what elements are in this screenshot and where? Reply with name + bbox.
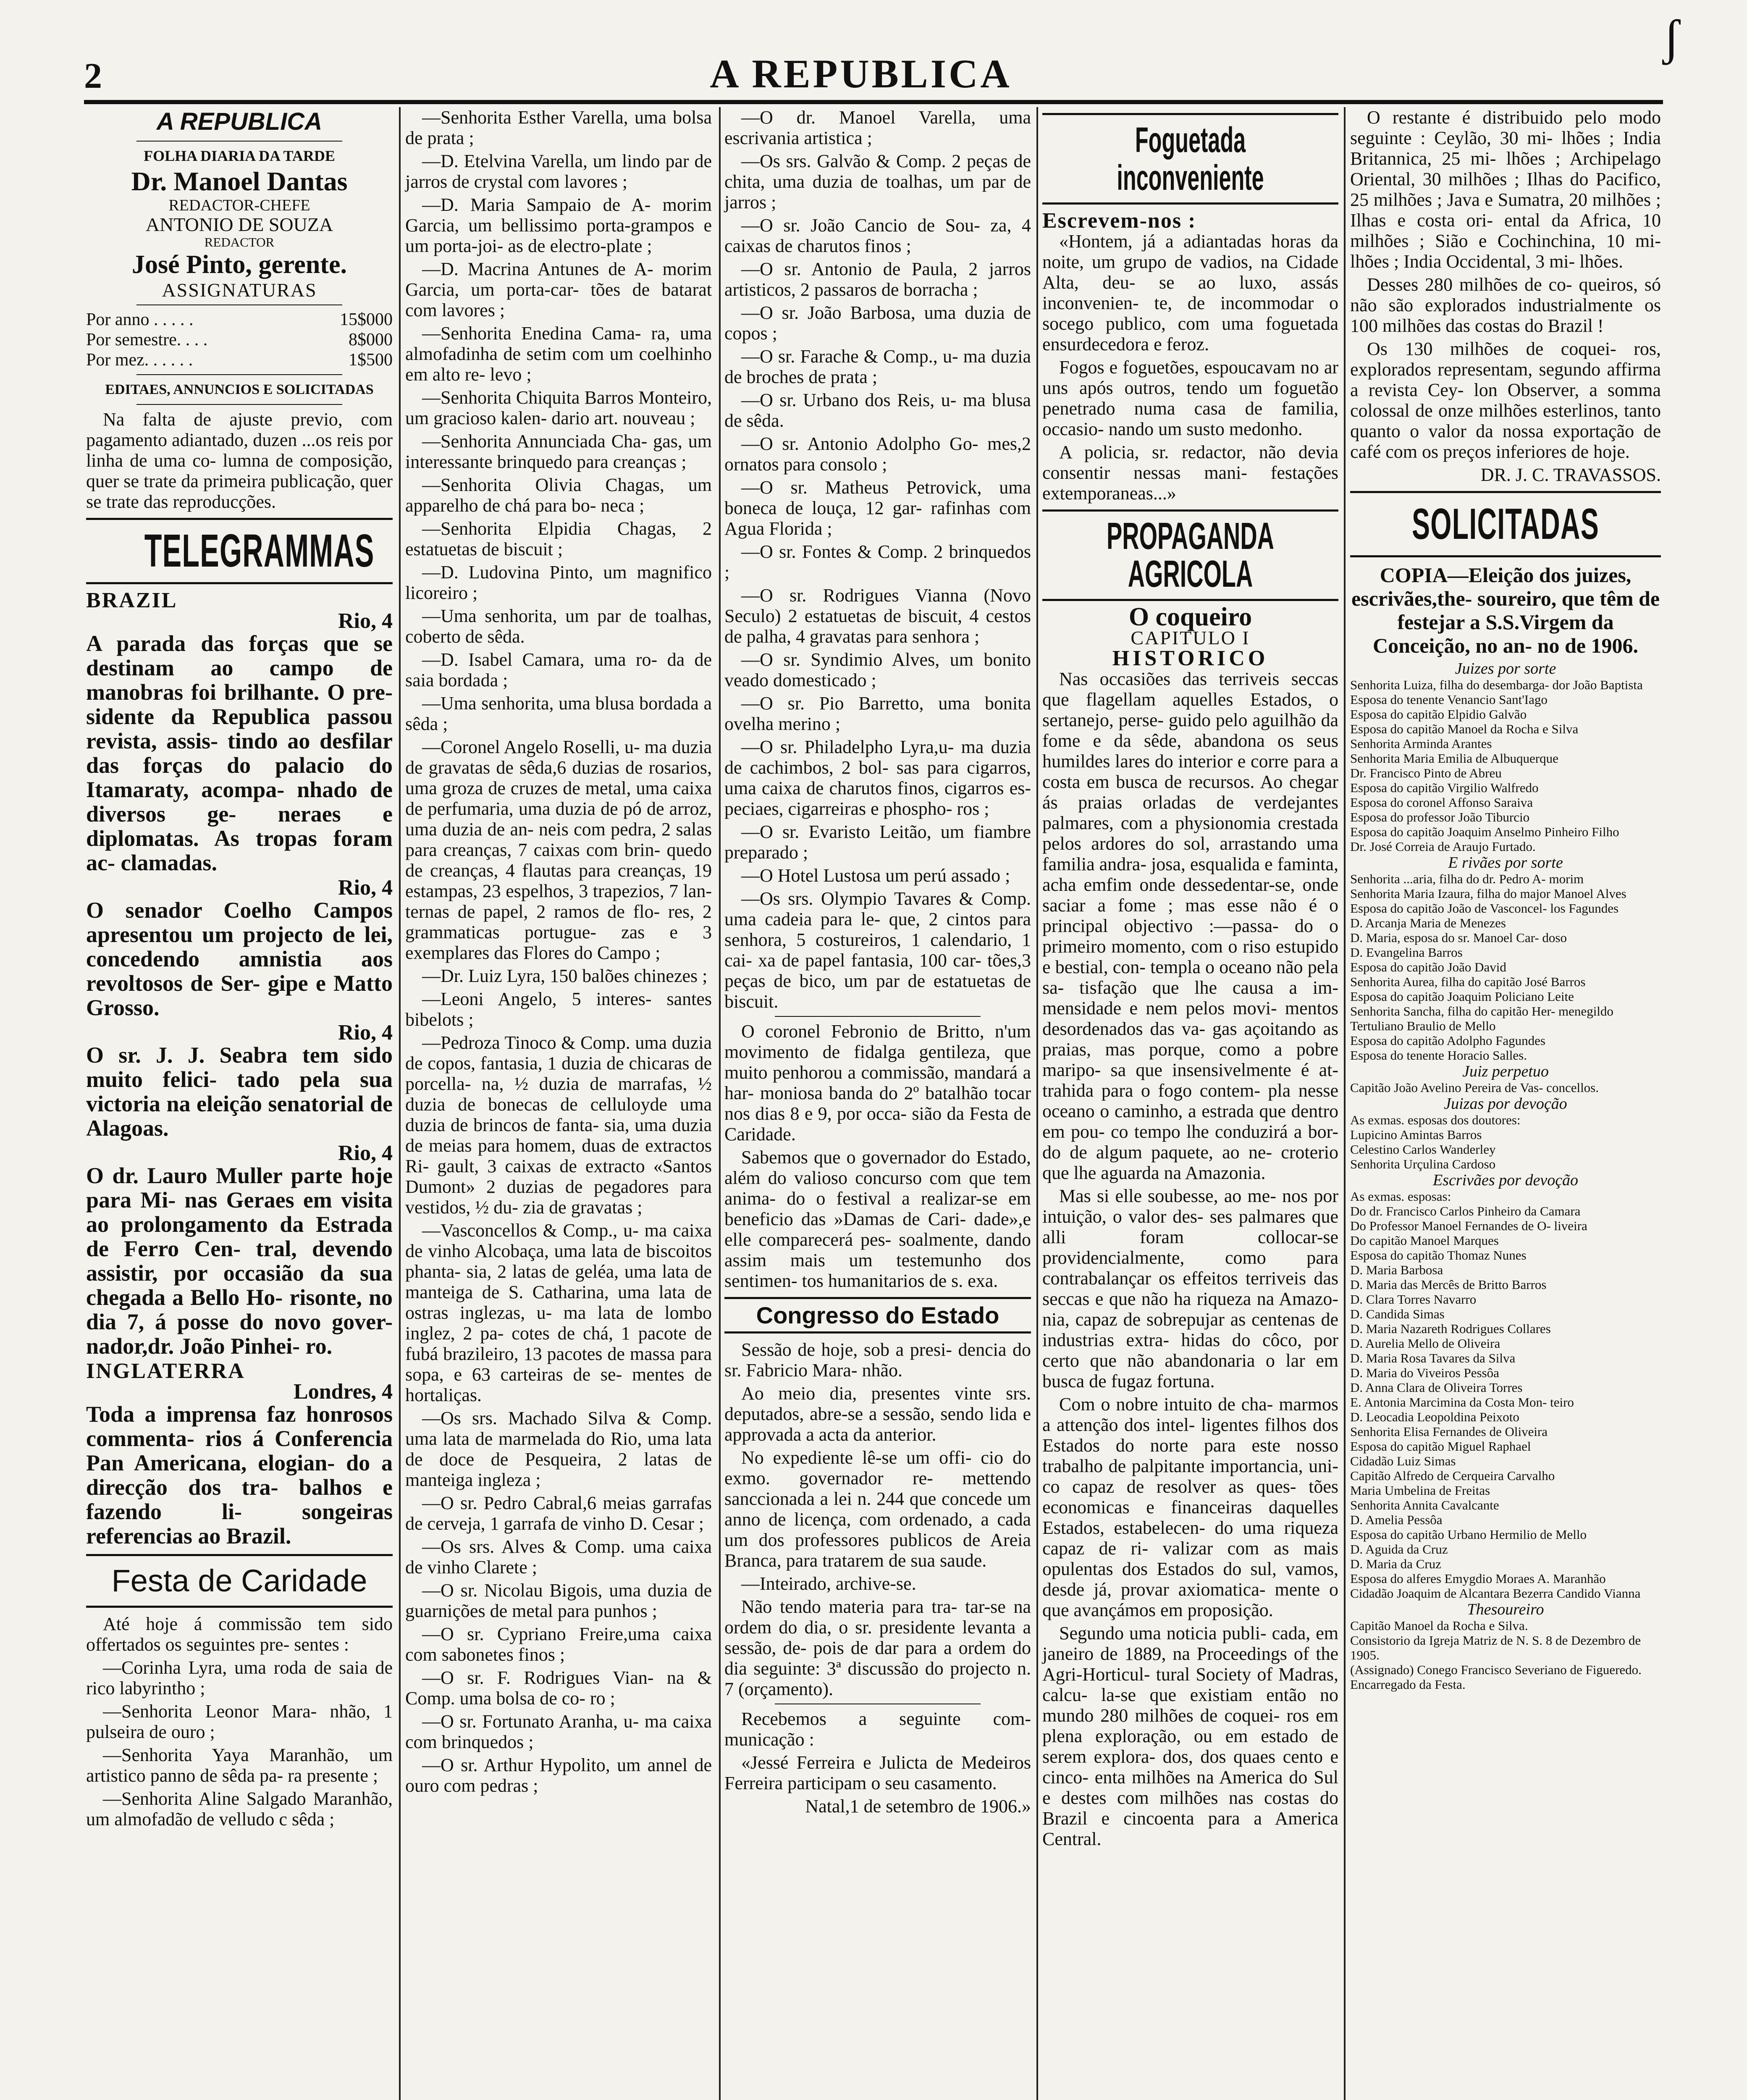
list-item: D. Maria das Mercês de Britto Barros	[1350, 1277, 1547, 1292]
section-heading-telegrams: TELEGRAMMAS	[144, 525, 375, 577]
encarregado-note: Encarregado da Festa.	[1350, 1677, 1466, 1692]
list-item: Do capitão Manoel Marques	[1350, 1233, 1499, 1248]
column-divider	[1036, 107, 1038, 2100]
list-item: Senhorita Aurea, filha do capitão José Barros	[1350, 974, 1586, 989]
paragraph: Sabemos que o governador do Estado, além do valioso concurso com que tem anima- do o festival a realizar-se em beneficio das »Damas de Cari- dade»,e elle comparecerá pes- soalmente, dando assim mais um testemunho dos sentimen- tos humanitarios de s. exa.	[724, 1147, 1031, 1291]
column-3	[724, 107, 1031, 1819]
paragraph: —Inteirado, archive-se.	[741, 1573, 916, 1594]
list-item: —Os srs. Alves & Comp. uma caixa de vinho Clarete ;	[405, 1536, 712, 1578]
telegram-dateline: Londres, 4	[294, 1380, 393, 1404]
list-item: —Os srs. Machado Silva & Comp. uma lata de marmelada do Rio, uma lata de doce de Pesqueira, 2 latas de manteiga ingleza ;	[405, 1408, 712, 1490]
divider	[1042, 599, 1338, 601]
chapter-label: CAPITULO I	[1131, 627, 1250, 648]
list-heading: Juiz perpetuo	[1462, 1063, 1549, 1080]
list-item: As exmas. esposas dos doutores:	[1350, 1113, 1521, 1127]
list-item: Senhorita ...aria, filha do dr. Pedro A- morim	[1350, 872, 1584, 886]
list-item: —Dr. Luiz Lyra, 150 balões chinezes ;	[422, 966, 708, 986]
paragraph: Os 130 milhões de coquei- ros, explorados representam, segundo affirma a revista Cey- lon Observer, a somma colossal de onze milhões esterlinos, tanto quanto o valor da nossa exportação de café com os preços inferiores de hoje.	[1350, 339, 1661, 462]
masthead-box-title: A REPUBLICA	[156, 108, 323, 135]
list-item: —D. Etelvina Varella, um lindo par de jarros de crystal com lavores ;	[405, 151, 712, 192]
column-5	[1350, 107, 1661, 1692]
margin-scribble: ʃ	[1663, 9, 1680, 65]
list-item: —O sr. Syndimio Alves, um bonito veado domesticado ;	[724, 649, 1031, 690]
list-item: Capitão João Avelino Pereira de Vas- concellos.	[1350, 1080, 1599, 1095]
divider	[136, 374, 342, 375]
list-item: —O sr. Fortunato Aranha, u- ma caixa com brinquedos ;	[405, 1711, 712, 1752]
subscriptions-heading: ASSIGNATURAS	[162, 279, 317, 301]
list-item: Celestino Carlos Wanderley	[1350, 1142, 1496, 1157]
column-4	[1042, 107, 1338, 1852]
section-heading-solicitadas: SOLICITADAS	[1412, 500, 1599, 549]
divider	[86, 518, 393, 520]
telegram-dateline: Rio, 4	[338, 609, 393, 633]
list-item: D. Maria do Viveiros Pessôa	[1350, 1365, 1499, 1380]
subscription-row: Por anno . . . . . 15$000	[86, 310, 393, 329]
list-item: —Leoni Angelo, 5 interes- santes bibelots ;	[405, 989, 712, 1030]
list-item: Senhorita Elisa Fernandes de Oliveira	[1350, 1424, 1548, 1439]
escrevem-label: Escrevem-nos :	[1042, 209, 1196, 233]
list-item: D. Maria Nazareth Rodrigues Collares	[1350, 1321, 1551, 1336]
page-title: A REPUBLICA	[710, 51, 1012, 96]
telegram-text: O sr. J. J. Seabra tem sido muito felici- tado pela sua victoria na eleição senatorial de Alagoas.	[86, 1042, 393, 1141]
list-item: —Senhorita Yaya Maranhão, um artistico panno de sêda pa- ra presente ;	[86, 1745, 393, 1786]
list-item: —O sr. Pio Barretto, uma bonita ovelha merino ;	[724, 693, 1031, 734]
list-item: Senhorita Arminda Arantes	[1350, 736, 1492, 751]
list-item: Senhorita Annita Cavalcante	[1350, 1498, 1499, 1512]
list-item: D. Maria, esposa do sr. Manoel Car- doso	[1350, 930, 1567, 945]
paragraph: Recebemos a seguinte com- municação :	[724, 1709, 1031, 1750]
divider	[1042, 113, 1338, 115]
list-item: Esposa do capitão Virgilio Walfredo	[1350, 780, 1539, 795]
list-item: Cidadão Joaquim de Alcantara Bezerra Candido Vianna	[1350, 1586, 1641, 1601]
paragraph: «Hontem, já a adiantadas horas da noite, um grupo de vadios, na Cidade Alta, deu- se ao luxo, assás inconvenien- te, de incommodar o socego publico, com uma foguetada ensurdecedora e feroz.	[1042, 231, 1338, 354]
column-2	[405, 107, 712, 1798]
list-item: Dr. Francisco Pinto de Abreu	[1350, 766, 1502, 780]
list-item: Esposa do tenente Horacio Salles.	[1350, 1048, 1527, 1063]
list-item: Do Professor Manoel Fernandes de O- liveira	[1350, 1218, 1587, 1233]
juizas-devocao-list	[1350, 1113, 1661, 1171]
list-item: As exmas. esposas:	[1350, 1189, 1451, 1204]
list-item: —O sr. Pedro Cabral,6 meias garrafas de cerveja, 1 garrafa de vinho D. Cesar ;	[405, 1493, 712, 1534]
list-item: Capitão Alfredo de Cerqueira Carvalho	[1350, 1468, 1555, 1483]
section-heading-propaganda: PROPAGANDA AGRICOLA	[1107, 515, 1274, 595]
chief-editor: Dr. Manoel Dantas	[131, 166, 348, 196]
list-item: D. Maria Rosa Tavares da Silva	[1350, 1351, 1516, 1365]
telegram-country: INGLATERRA	[86, 1359, 245, 1383]
divider	[1042, 202, 1338, 205]
dateline: Natal,1 de setembro de 1906.»	[805, 1796, 1031, 1816]
list-item: Capitão Manoel da Rocha e Silva.	[1350, 1618, 1528, 1633]
paragraph: Mas si elle soubesse, ao me- nos por intuição, o valor des- ses palmares que alli foram collocar-se providencialmente, como para contrabalançar os effeitos terriveis das seccas e que não ha riqueza na Amazo- nia, capaz de sobrepujar as centenas de industrias extra- hidas do côco, por certo que não abandonaria o lar em busca de fugaz fortuna.	[1042, 1186, 1338, 1391]
list-item: Senhorita Maria Emilia de Albuquerque	[1350, 751, 1558, 766]
paragraph: O coronel Febronio de Britto, n'um movimento de fidalga gentileza, que muito penhorou a commissão, mandará a har- moniosa banda do 2º batalhão tocar nos dias 8 e 9, por occa- sião da Festa de Caridade.	[724, 1021, 1031, 1144]
list-item: —O sr. Cypriano Freire,uma caixa com sabonetes finos ;	[405, 1624, 712, 1665]
list-item: D. Clara Torres Navarro	[1350, 1292, 1477, 1307]
list-item: Esposa do tenente Venancio Sant'Iago	[1350, 692, 1548, 707]
telegram-text: A parada das forças que se destinam ao campo de manobras foi brilhante. O pre- sidente da Republica passou revista, assis- tindo ao desfilar das forças do palacio do Itamaraty, acompa- nhado de diversos ge- neraes e diplomatas. As tropas foram ac- clamadas.	[86, 631, 393, 875]
telegram-country: BRAZIL	[86, 588, 178, 612]
list-item: Esposa do capitão Elpidio Galvão	[1350, 707, 1527, 722]
juizes-sorte-list	[1350, 677, 1661, 854]
column-1	[86, 107, 393, 1832]
divider	[136, 304, 342, 305]
chief-editor-role: REDACTOR-CHEFE	[168, 197, 310, 214]
list-item: —O sr. Farache & Comp., u- ma duzia de broches de prata ;	[724, 346, 1031, 387]
article-title: O coqueiro	[1128, 603, 1252, 631]
page-number: 2	[84, 55, 102, 96]
list-heading: Thesoureiro	[1467, 1601, 1544, 1618]
telegram-text: Toda a imprensa faz honrosos commenta- rios á Conferencia Pan Americana, elogian- do a direcção dos tra- balhos e fazendo li- songeiras referencias ao Brazil.	[86, 1402, 393, 1549]
list-item: D. Maria da Cruz	[1350, 1557, 1441, 1571]
list-item: Senhorita Maria Izaura, filha do major Manoel Alves	[1350, 886, 1626, 901]
list-item: D. Aurelia Mello de Oliveira	[1350, 1336, 1500, 1351]
telegram-dateline: Rio, 4	[338, 1141, 393, 1165]
list-item: —Uma senhorita, um par de toalhas, coberto de sêda.	[405, 606, 712, 647]
list-item: —D. Isabel Camara, uma ro- da de saia bordada ;	[405, 649, 712, 690]
divider	[1350, 555, 1661, 557]
section-heading-foguetada: Foguetada inconveniente	[1117, 120, 1264, 197]
list-item: Esposa do capitão João de Vasconcel- los Fagundes	[1350, 901, 1619, 916]
consistorio-note: Consistorio da Igreja Matriz de N. S. 8 de Dezembro de 1905.	[1350, 1633, 1641, 1662]
divider	[86, 1606, 393, 1608]
list-item: D. Amelia Pessôa	[1350, 1512, 1443, 1527]
list-item: Dr. José Correia de Araujo Furtado.	[1350, 839, 1536, 854]
escrivaes-devocao-list	[1350, 1189, 1661, 1601]
paragraph: Desses 280 milhões de co- queiros, só não são explorados industrialmente os 100 milhões das costas do Brazil !	[1350, 274, 1661, 336]
paragraph: Sessão de hoje, sob a presi- dencia do sr. Fabricio Mara- nhão.	[724, 1339, 1031, 1381]
list-item: —Senhorita Chiquita Barros Monteiro, um gracioso kalen- dario art. nouveau ;	[405, 387, 712, 428]
festa-intro: Até hoje á commissão tem sido offertados os seguintes pre- sentes :	[86, 1614, 393, 1655]
list-item: Esposa do capitão Joaquim Policiano Leite	[1350, 989, 1574, 1004]
list-heading: Juizas por devoção	[1444, 1095, 1567, 1113]
paragraph: «Jessé Ferreira e Julicta de Medeiros Ferreira participam o seu casamento.	[724, 1752, 1031, 1793]
divider	[775, 1016, 981, 1017]
paragraph: Com o nobre intuito de cha- marmos a attenção dos intel- ligentes filhos dos Estados do norte para este nosso trabalho de palpitante importancia, uni- co capaz de resolver as ques- tões economicas e financeiras daquelles Estados, estabelecen- do uma riqueza capaz de ri- valizar com as mais opulentas dos Estados do sul, vamos, desde já, provar axiomatica- mente o que avançámos em proposição.	[1042, 1394, 1338, 1620]
list-item: —D. Macrina Antunes de A- morim Garcia, um porta-car- tões de batarat com lavores ;	[405, 259, 712, 320]
list-item: —Senhorita Enedina Cama- ra, uma almofadinha de setim com um coelhinho em alto re- levo ;	[405, 323, 712, 385]
divider	[1042, 509, 1338, 512]
list-item: —Pedroza Tinoco & Comp. uma duzia de copos, fantasia, 1 duzia de chicaras de porcella- na, ½ duzia de marrafas, ½ duzia de bonecas de celluloyde uma duzia de brincos de fanta- sia, uma duzia de meias para homem, duas de extractos Ri- gault, 3 caixas de extracto «Santos Dumont» 2 duzias de pegadores para vestidos, ½ du- zia de gravatas ;	[405, 1032, 712, 1218]
list-heading: Escrivães por devoção	[1432, 1171, 1579, 1189]
list-item: Esposa do capitão Adolpho Fagundes	[1350, 1033, 1545, 1048]
list-item: —Senhorita Esther Varella, uma bolsa de prata ;	[405, 107, 712, 148]
list-item: E. Antonia Marcimina da Costa Mon- teiro	[1350, 1395, 1574, 1410]
escrivaes-sorte-list	[1350, 872, 1661, 1063]
subscriptions-list	[86, 310, 393, 370]
list-item: —O sr. João Barbosa, uma duzia de copos ;	[724, 302, 1031, 344]
list-item: D. Aguida da Cruz	[1350, 1542, 1448, 1557]
chapter-subtitle: HISTORICO	[1112, 646, 1269, 670]
list-item: —O sr. Arthur Hypolito, um annel de ouro com pedras ;	[405, 1755, 712, 1796]
paragraph: Fogos e foguetões, espoucavam no ar uns após outros, tendo um foguetão penetrado numa casa de familia, occasio- nando um susto medonho.	[1042, 357, 1338, 439]
list-item: —Coronel Angelo Roselli, u- ma duzia de gravatas de sêda,6 duzias de rosarios, uma groza de cruzes de metal, uma caixa de perfumaria, uma duzia de pó de arroz, uma duzia de an- neis com pedra, 2 salas para creanças, 7 caixas com brin- quedo de creanças, 4 flautas para creanças, 19 estampas, 23 espelhos, 3 trapezios, 7 lan- ternas de papel, 2 ramos de flo- res, 2 grammaticas portugue- zas e 3 exemplares das Flores do Campo ;	[405, 737, 712, 963]
list-item: —Senhorita Leonor Mara- nhão, 1 pulseira de ouro ;	[86, 1701, 393, 1742]
list-item: Senhorita Sancha, filha do capitão Her- menegildo	[1350, 1004, 1613, 1018]
list-item: Cidadão Luiz Simas	[1350, 1454, 1456, 1468]
edital-heading: EDITAES, ANNUNCIOS E SOLICITADAS	[105, 382, 374, 397]
list-item: Do dr. Francisco Carlos Pinheiro da Camara	[1350, 1204, 1581, 1218]
edital-text: Na falta de ajuste previo, com pagamento adiantado, duzen ...os reis por linha de uma co- lumna de composição, quer se trate da primeira publicação, quer se trate das reproducções.	[86, 409, 393, 512]
list-item: —D. Maria Sampaio de A- morim Garcia, um bellissimo porta-grampos e um porta-joi- as de electro-plate ;	[405, 194, 712, 256]
list-item: —Uma senhorita, uma blusa bordada a sêda ;	[405, 693, 712, 734]
subscription-row: Por semestre. . . . 8$000	[86, 330, 393, 349]
section-heading-congresso: Congresso do Estado	[756, 1302, 999, 1328]
list-item: —Vasconcellos & Comp., u- ma caixa de vinho Alcobaça, uma lata de biscoitos phanta- sia, 2 latas de geléa, uma lata de manteiga de S. Catharina, uma lata de ostras inglezas, u- ma lata de lombo inglez, 2 pa- cotes de chá, 1 pacote de fubá brazileiro, 13 pacotes de massa para sopa, e 63 carteiras de se- mentes de hortaliças.	[405, 1220, 712, 1405]
divider	[136, 141, 342, 142]
list-item: —O sr. Nicolau Bigois, uma duzia de guarnições de metal para punhos ;	[405, 1580, 712, 1621]
list-item: —O sr. João Cancio de Sou- za, 4 caixas de charutos finos ;	[724, 215, 1031, 256]
list-item: —O sr. Evaristo Leitão, um fiambre preparado ;	[724, 822, 1031, 863]
thesoureiro-list	[1350, 1618, 1661, 1692]
list-item: Esposa do professor João Tiburcio	[1350, 810, 1530, 824]
telegram-dateline: Rio, 4	[338, 876, 393, 900]
list-item: —Senhorita Aline Salgado Maranhão, um almofadão de velludo c sêda ;	[86, 1788, 393, 1830]
list-item: D. Leocadia Leopoldina Peixoto	[1350, 1410, 1519, 1424]
paragraph: No expediente lê-se um offi- cio do exmo. governador re- mettendo sanccionada a lei n. 244 que concede um anno de licença, com ordenado, a cada um dos professores publicos de Areia Branca, para tratarem de sua saude.	[724, 1447, 1031, 1571]
paragraph: Nas occasiões das terriveis seccas que flagellam aquelles Estados, o sertanejo, perse- guido pelo aguilhão da fome e da sêde, abandona os seus humildes lares do interior e corre para a costa em busca de recursos. Ao chegar ás praias orladas de verdejantes palmares, com a physionomia crestada pelos ardores do sol, arrastando uma familia andra- josa, esqualida e faminta, acha emfim onde dessedentar-se, onde saciar a fome ; mas esse não é o principal objectivo :—passa- do o primeiro momento, com o riso estupido e bestial, con- templa o oceano não pela sa- tisfação que lhe causa a im- mensidade e nem pelos movi- mentos desordenados das va- gas açoitando as praias, mas porque, como a pobre maripo- sa que insensivelmente é at- trahida para o fogo contem- pla nesse oceano o caminho, a estrada que dentro em pou- co tempo lhe conduzirá a bor- do de algum paquete, ao ne- croterio que lhe aguarda na Amazonia.	[1042, 669, 1338, 1183]
telegram-text: O dr. Lauro Muller parte hoje para Mi- nas Geraes em visita ao prolongamento da Estrada de Ferro Cen- tral, devendo assistir, por occasião da sua chegada a Bello Ho- risonte, no dia 7, á posse do novo gover- nador,dr. João Pinhei- ro.	[86, 1163, 393, 1359]
list-item: Esposa do alferes Emygdio Moraes A. Maranhão	[1350, 1571, 1606, 1586]
list-item: Esposa do capitão Miguel Raphael	[1350, 1439, 1531, 1454]
paragraph: Ao meio dia, presentes vinte srs. deputados, abre-se a sessão, sendo lida e approvada a acta da anterior.	[724, 1383, 1031, 1445]
telegram-text: O senador Coelho Campos apresentou um projecto de lei, concedendo amnistia aos revoltosos de Ser- gipe e Matto Grosso.	[86, 898, 393, 1020]
list-heading: Juizes por sorte	[1455, 660, 1556, 677]
subscription-row: Por mez. . . . . . 1$500	[86, 350, 393, 370]
list-item: —O sr. Antonio de Paula, 2 jarros artisticos, 2 passaros de borracha ;	[724, 259, 1031, 300]
signature-note: (Assignado) Conego Francisco Severiano de Figueredo.	[1350, 1662, 1642, 1677]
list-item: —Os srs. Olympio Tavares & Comp. uma cadeia para le- que, 2 cintos para senhora, 5 costureiros, 1 calendario, 1 cai- xa de papel fantasia, 100 car- tões,3 peças de bico, um par de estatuetas de biscuit.	[724, 888, 1031, 1012]
list-item: —Senhorita Elpidia Chagas, 2 estatuetas de biscuit ;	[405, 518, 712, 559]
list-item: Esposa do capitão Manoel da Rocha e Silva	[1350, 722, 1579, 736]
masthead-subtitle: FOLHA DIARIA DA TARDE	[144, 147, 335, 164]
divider	[1350, 491, 1661, 493]
divider	[136, 404, 342, 405]
editor-name: ANTONIO DE SOUZA	[145, 214, 333, 235]
list-item: —O sr. Fontes & Comp. 2 brinquedos ;	[724, 541, 1031, 583]
divider	[86, 1554, 393, 1556]
section-heading-festa: Festa de Caridade	[111, 1563, 367, 1598]
list-item: —O sr. F. Rodrigues Vian- na & Comp. uma bolsa de co- ro ;	[405, 1667, 712, 1709]
editor-role: REDACTOR	[204, 235, 275, 249]
header-rule	[84, 100, 1663, 104]
list-item: —O sr. Rodrigues Vianna (Novo Seculo) 2 estatuetas de biscuit, 4 cestos de palha, 4 gravatas para senhora ;	[724, 585, 1031, 647]
signature: DR. J. C. TRAVASSOS.	[1480, 465, 1661, 485]
paragraph: A policia, sr. redactor, não devia consentir nessas mani- festações extemporaneas...»	[1042, 442, 1338, 504]
list-item: Senhorita Luiza, filha do desembarga- dor João Baptista	[1350, 677, 1643, 692]
list-item: D. Candida Simas	[1350, 1307, 1445, 1321]
list-item: Esposa do capitão Joaquim Anselmo Pinheiro Filho	[1350, 824, 1619, 839]
list-item: D. Evangelina Barros	[1350, 945, 1463, 960]
list-item: Esposa do coronel Affonso Saraiva	[1350, 795, 1533, 810]
copia-title: COPIA—Eleição dos juizes, escrivães,the- soureiro, que têm de festejar a S.S.Virgem da Conceição, no an- no de 1906.	[1351, 563, 1660, 657]
column-divider	[1344, 107, 1346, 2100]
list-heading: E rivães por sorte	[1448, 854, 1563, 872]
list-item: Senhorita Urçulina Cardoso	[1350, 1157, 1496, 1171]
list-item: Tertuliano Braulio de Mello	[1350, 1018, 1496, 1033]
list-item: Esposa do capitão Urbano Hermilio de Mello	[1350, 1527, 1587, 1542]
divider	[86, 582, 393, 584]
list-item: —O Hotel Lustosa um perú assado ;	[741, 865, 1010, 886]
list-item: D. Anna Clara de Oliveira Torres	[1350, 1380, 1523, 1395]
list-item: —O sr. Matheus Petrovick, uma boneca de louça, 12 gar- rafinhas com Agua Florida ;	[724, 477, 1031, 539]
manager-name: José Pinto, gerente.	[132, 250, 347, 279]
list-item: D. Maria Barbosa	[1350, 1263, 1443, 1277]
list-item: —O sr. Antonio Adolpho Go- mes,2 ornatos para consolo ;	[724, 433, 1031, 475]
paragraph: O restante é distribuido pelo modo seguinte : Ceylão, 30 mi- lhões ; India Britannica, 25 mi- lhões ; Archipelago Oriental, 30 milhões ; Ilhas do Pacifico, 25 milhões ; Java e Sumatra, 20 milhões ; Ilhas e costa ori- ental da Africa, 10 milhões ; Sião e Cochinchina, 10 mi- lhões ; India Occidental, 3 mi- lhões.	[1350, 107, 1661, 272]
telegram-dateline: Rio, 4	[338, 1021, 393, 1045]
list-item: —Senhorita Annunciada Cha- gas, um interessante brinquedo para creanças ;	[405, 431, 712, 472]
list-item: —O dr. Manoel Varella, uma escrivania artistica ;	[724, 107, 1031, 148]
list-item: —Corinha Lyra, uma roda de saia de rico labyrintho ;	[86, 1657, 393, 1698]
list-item: —O sr. Philadelpho Lyra,u- ma duzia de cachimbos, 2 bol- sas para cigarros, uma caixa de charutos finos, cigarros es- peciaes, cigarreiras e phospho- ros ;	[724, 737, 1031, 819]
column-divider	[399, 107, 401, 2100]
list-item: Esposa do capitão João David	[1350, 960, 1506, 974]
paragraph: Não tendo materia para tra- tar-se na ordem do dia, o sr. presidente levanta a sessão, de- pois de dar para a ordem do dia seguinte: 3ª discussão do projecto n. 7 (orçamento).	[724, 1596, 1031, 1699]
list-item: —Os srs. Galvão & Comp. 2 peças de chita, uma duzia de toalhas, um par de jarros ;	[724, 151, 1031, 213]
list-item: —O sr. Urbano dos Reis, u- ma blusa de sêda.	[724, 390, 1031, 431]
divider	[724, 1297, 1031, 1299]
list-item: D. Arcanja Maria de Menezes	[1350, 916, 1506, 930]
list-item: Maria Umbelina de Freitas	[1350, 1483, 1490, 1498]
list-item: —D. Ludovina Pinto, um magnifico licoreiro ;	[405, 562, 712, 603]
list-item: Lupicino Amintas Barros	[1350, 1127, 1482, 1142]
list-item: Esposa do capitão Thomaz Nunes	[1350, 1248, 1527, 1263]
list-item: —Senhorita Olivia Chagas, um apparelho de chá para bo- neca ;	[405, 475, 712, 516]
paragraph: Segundo uma noticia publi- cada, em janeiro de 1889, na Proceedings of the Agri-Horticul- tural Society of Madras, calcu- la-se que existiam então no mundo 280 milhões de coquei- ros em plena exploração, ou em estado de serem explora- dos, dos quaes cento e cinco- enta milhões na America do Sul e destes com milhões nas costas do Brazil e cincoenta para a America Central.	[1042, 1623, 1338, 1849]
juiz-perpetuo-list	[1350, 1080, 1661, 1095]
divider	[724, 1331, 1031, 1334]
column-divider	[719, 107, 721, 2100]
